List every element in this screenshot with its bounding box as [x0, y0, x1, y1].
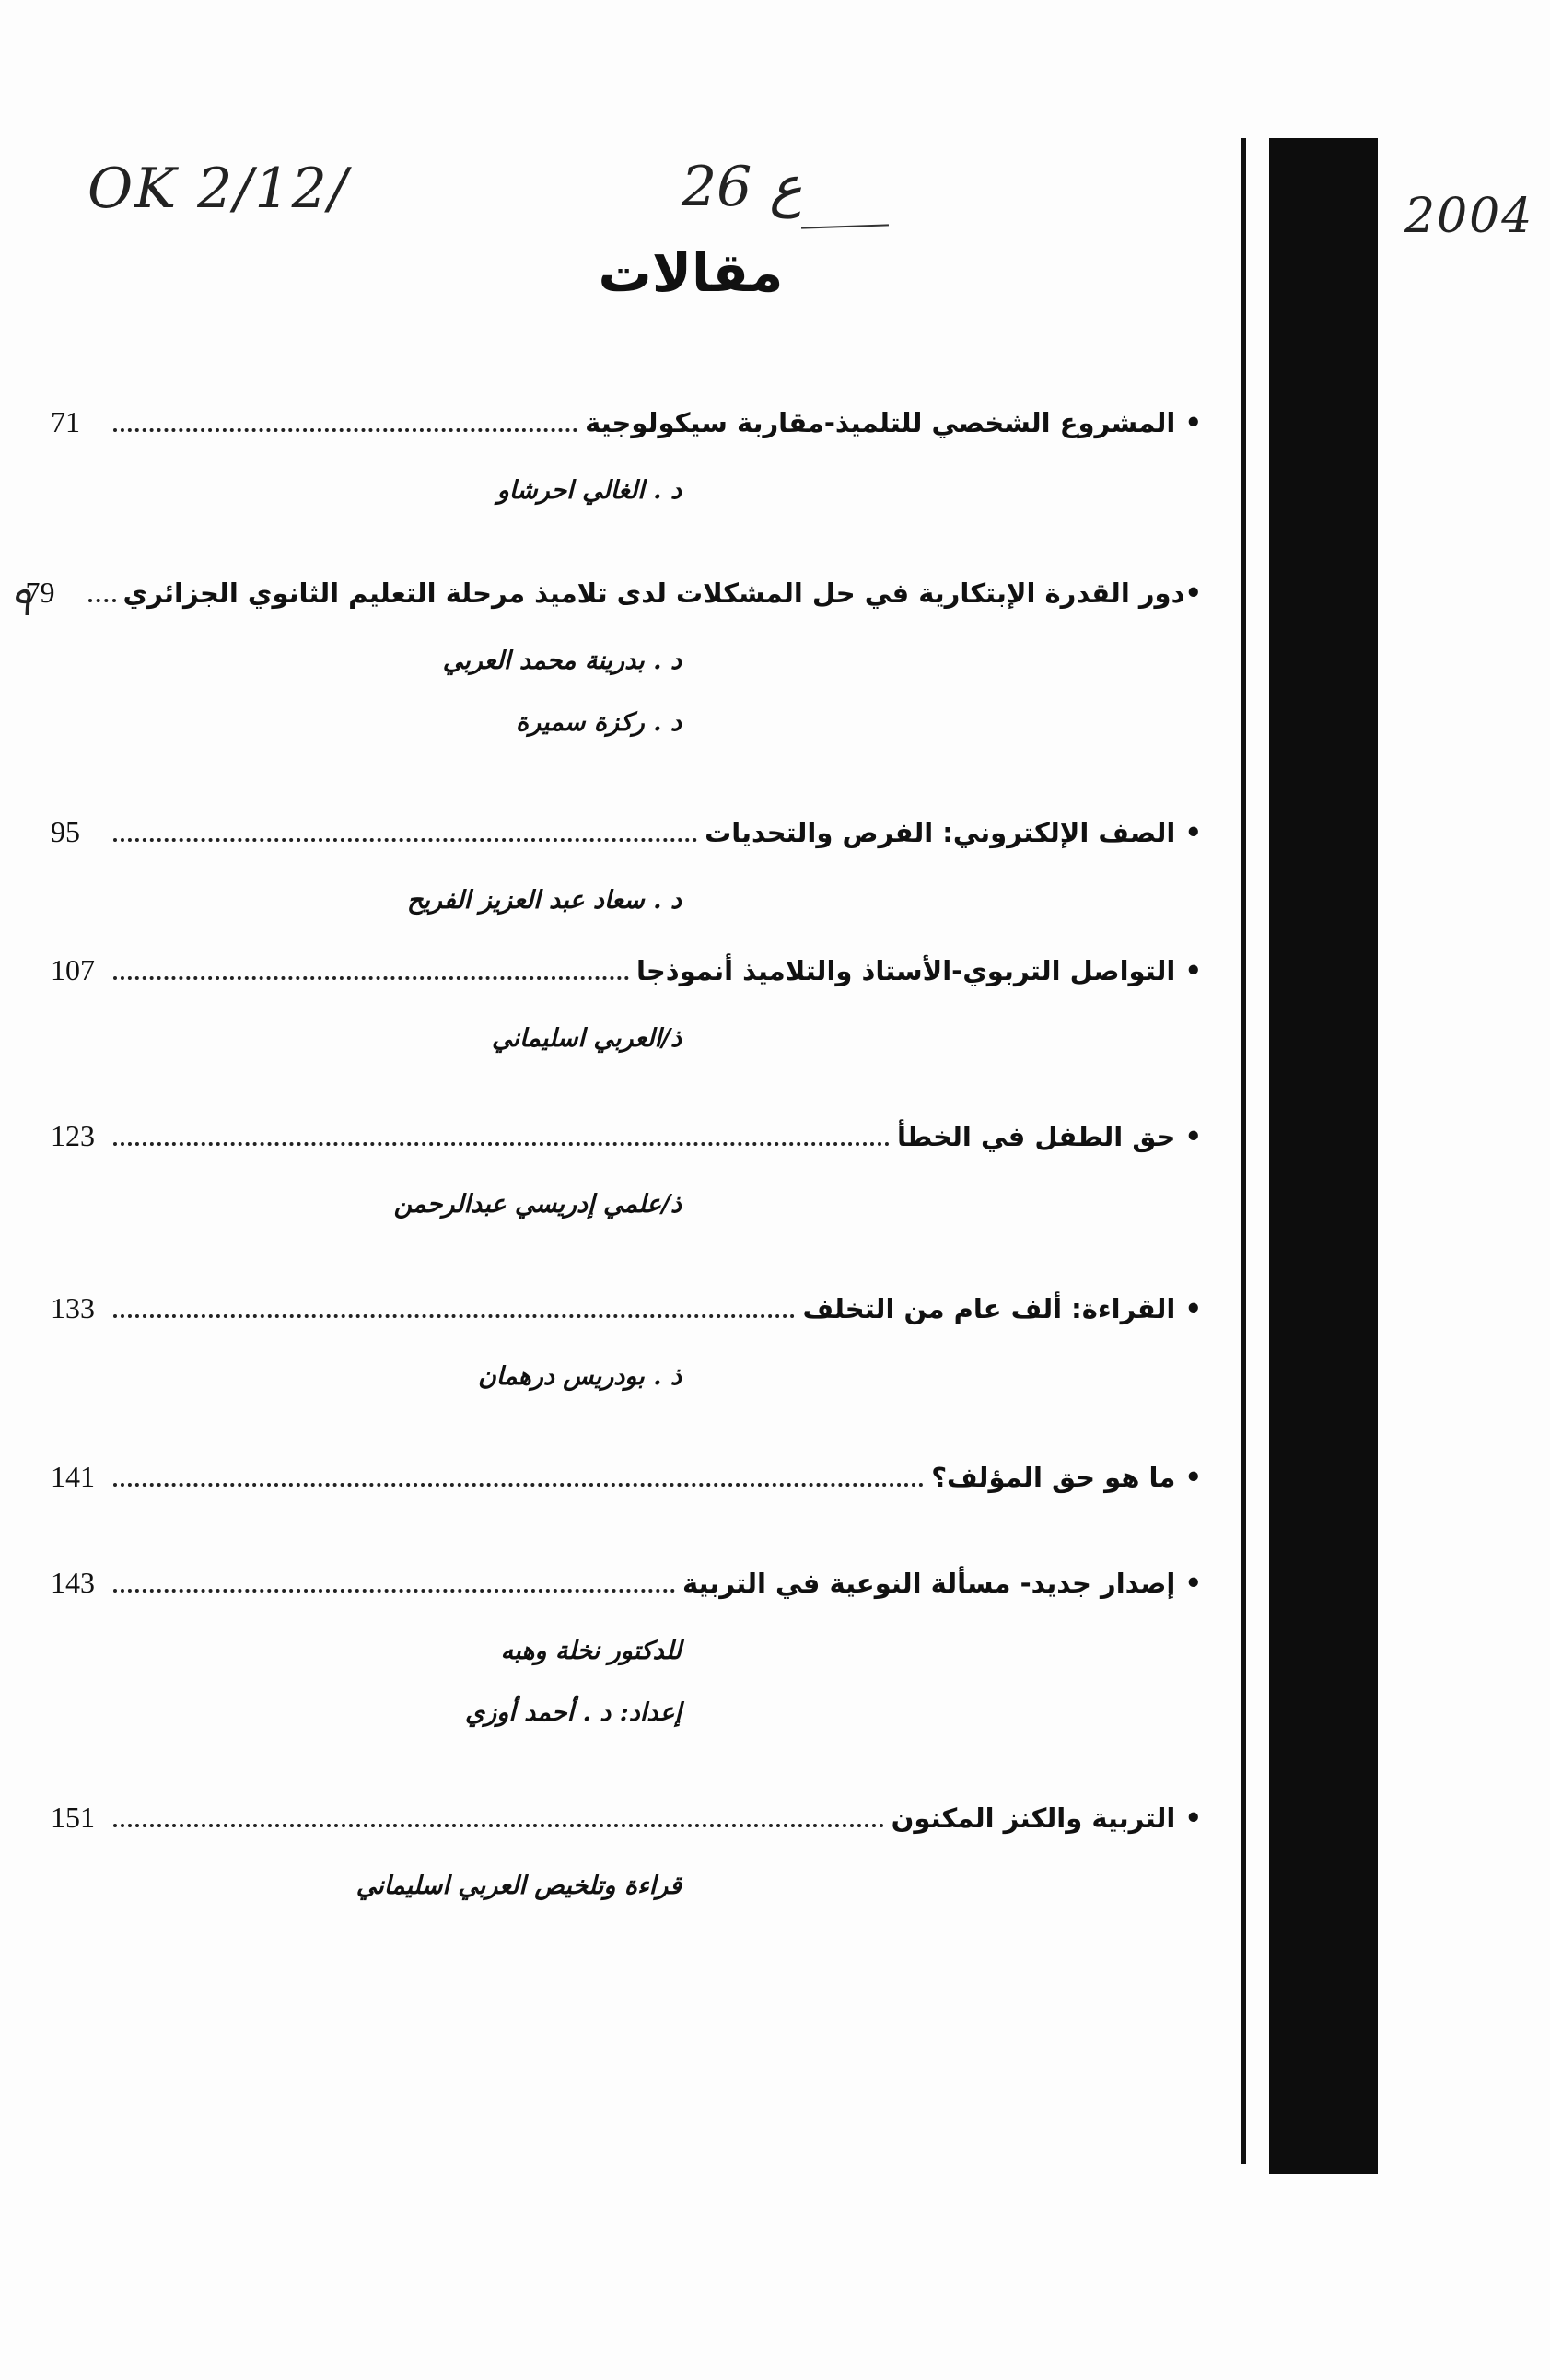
toc-entry-line	[51, 1801, 1202, 1835]
toc-page-number: 71	[51, 405, 80, 438]
toc-entry	[51, 953, 1202, 1053]
dot-leader	[113, 428, 577, 432]
dot-leader	[113, 1589, 675, 1592]
toc-entry-title: • التواصل التربوي-الأستاذ والتلاميذ أنموذجا	[635, 955, 1202, 986]
toc-entry-title: • الصف الإلكتروني: الفرص والتحديات	[705, 817, 1202, 848]
toc-author: ذ/العربي اسليماني	[491, 1024, 682, 1053]
toc-entry-line	[51, 1566, 1202, 1600]
toc-entry	[51, 1566, 1202, 1727]
toc-entry	[51, 1291, 1202, 1391]
section-title: مقالات	[598, 241, 784, 304]
toc-author: إعداد: د . أحمد أوزي	[465, 1698, 682, 1727]
toc-entry-title: •دور القدرة الإبتكارية في حل المشكلات لدى تلاميذ مرحلة التعليم الثانوي الجزائري	[122, 578, 1202, 609]
toc-page-number: 151	[51, 1801, 95, 1834]
dot-leader	[113, 1483, 924, 1487]
handwritten-note-middle: 26 ع	[682, 155, 803, 219]
toc-entry-line	[51, 1119, 1202, 1153]
toc-page-number: 143	[51, 1566, 95, 1599]
toc-entry-title: • حق الطفل في الخطأ	[897, 1121, 1202, 1152]
dot-leader	[88, 599, 116, 602]
toc-author: د . سعاد عبد العزيز الفريح	[406, 886, 682, 915]
toc-author: للدكتور نخلة وهبه	[500, 1637, 682, 1665]
toc-entry-title: • المشروع الشخصي للتلميذ-مقاربة سيكولوجية	[585, 407, 1202, 438]
dot-leader	[113, 838, 697, 842]
handwritten-margin-mark: ٩	[9, 578, 31, 625]
toc-author: د . ركزة سميرة	[516, 708, 682, 737]
vertical-rule	[1241, 138, 1246, 2164]
toc-entry-title: • القراءة: ألف عام من التخلف	[802, 1293, 1202, 1324]
toc-entry-title: • التربية والكنز المكنون	[891, 1802, 1202, 1834]
handwritten-note-left: OK 2/12/	[87, 157, 350, 221]
toc-entry	[51, 1119, 1202, 1219]
toc-author: ذ/علمي إدريسي عبدالرحمن	[393, 1190, 682, 1219]
toc-author: د . الغالي احرشاو	[496, 476, 682, 505]
toc-entry-line	[51, 1460, 1202, 1494]
toc-entry-line	[51, 405, 1202, 439]
toc-entry	[51, 815, 1202, 915]
toc-entry-title: • ما هو حق المؤلف؟	[931, 1462, 1202, 1493]
toc-entry-line	[25, 576, 1202, 610]
dot-leader	[113, 1314, 795, 1318]
handwritten-stroke	[801, 224, 889, 228]
toc-page-number: 141	[51, 1460, 95, 1493]
toc-page-number: 107	[51, 953, 95, 986]
toc-entry-line	[51, 1291, 1202, 1325]
toc-author: ذ . بودريس درهمان	[477, 1362, 682, 1391]
toc-entry-title: • إصدار جديد- مسألة النوعية في التربية	[682, 1568, 1202, 1599]
toc-author: د . بدرينة محمد العربي	[442, 647, 682, 675]
toc-author: قراءة وتلخيص العربي اسليماني	[355, 1872, 682, 1900]
handwritten-year: 2004	[1404, 189, 1534, 244]
toc-page-number: 79	[25, 576, 55, 609]
black-side-bar	[1269, 138, 1378, 2174]
toc-entry	[51, 405, 1202, 505]
toc-entry-line	[51, 815, 1202, 849]
toc-entry	[25, 576, 1202, 737]
toc-entry	[51, 1801, 1202, 1900]
toc-entry	[51, 1460, 1202, 1494]
dot-leader	[113, 1824, 884, 1827]
dot-leader	[113, 976, 629, 980]
toc-page-number: 123	[51, 1119, 95, 1152]
toc-entry-line	[51, 953, 1202, 987]
toc-page-number: 133	[51, 1291, 95, 1324]
dot-leader	[113, 1142, 890, 1146]
toc-page-number: 95	[51, 815, 80, 848]
